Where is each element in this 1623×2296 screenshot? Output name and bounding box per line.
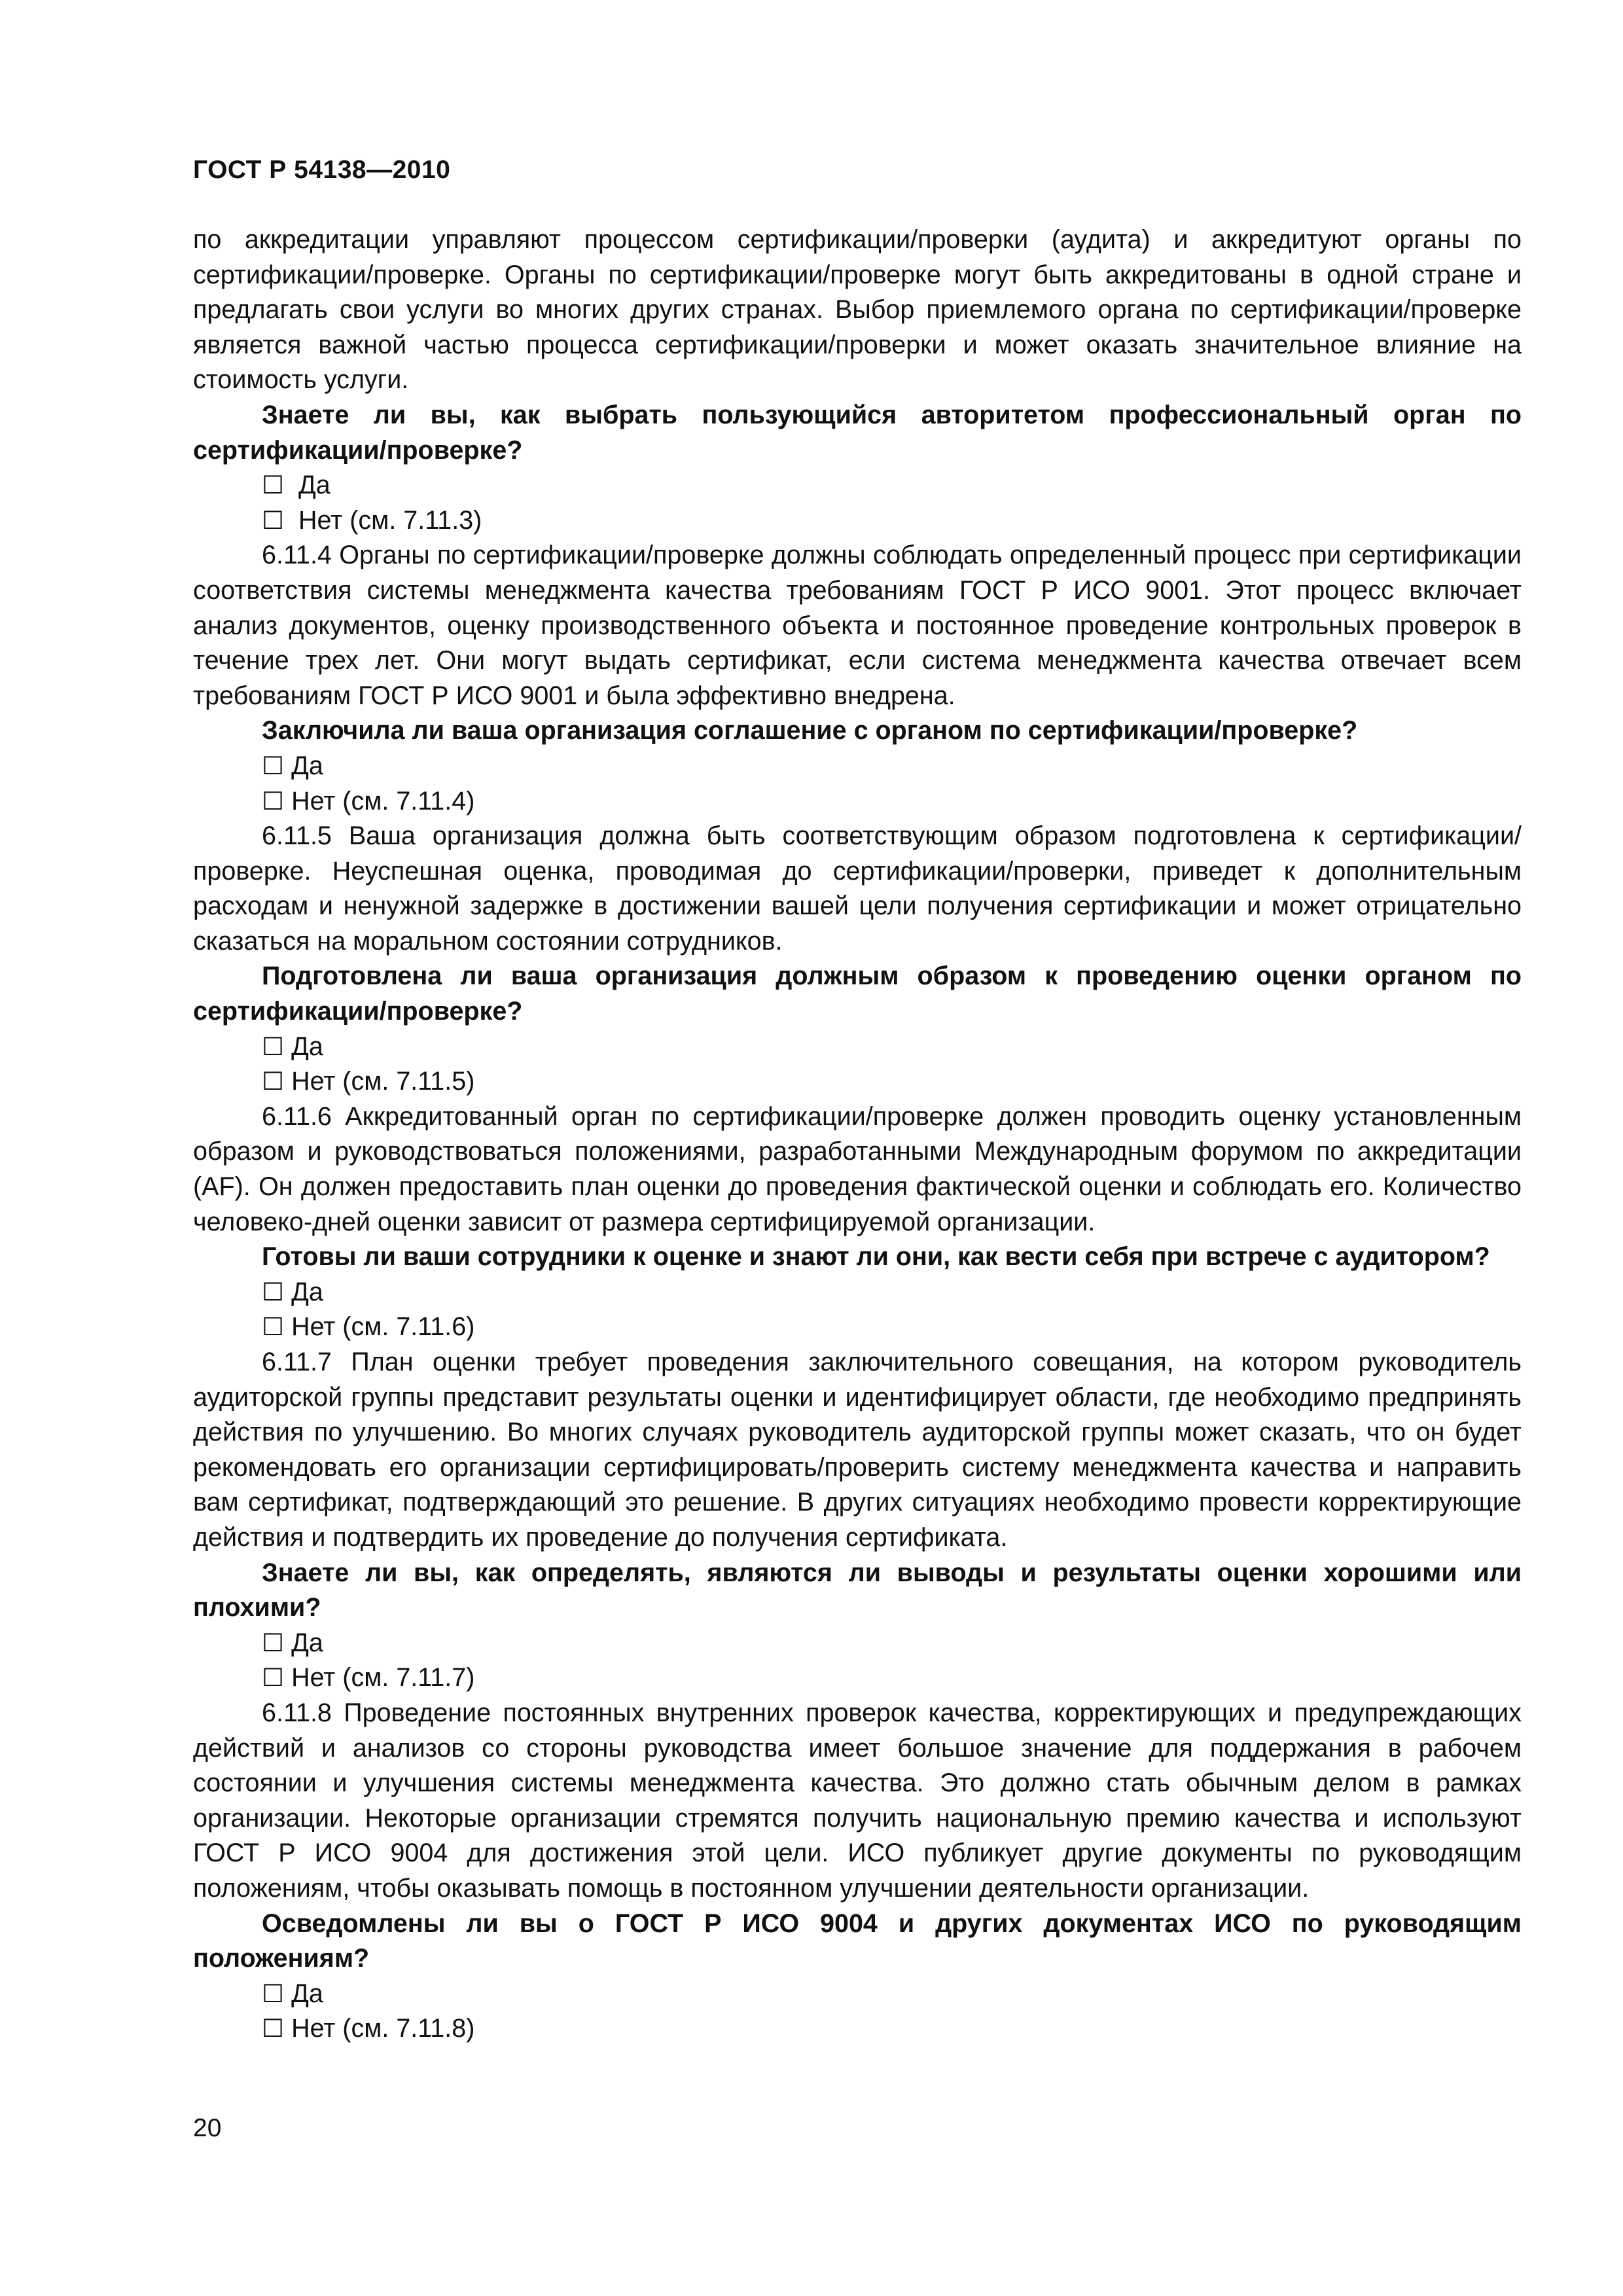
page-number: 20 [193,2114,222,2142]
answer-label: Нет (см. 7.11.3) [298,505,482,535]
standard-header: ГОСТ Р 54138—2010 [193,156,451,184]
answer-label: Да [291,1628,323,1657]
question-3: Подготовлена ли ваша организация должным образом к проведению оценки органом по сертификации/проверке? [193,961,1522,1026]
answer-yes-4[interactable] [193,1275,1522,1310]
paragraph-6-11-5: 6.11.5 Ваша организация должна быть соответствующим образом подготовлена к сертификации/проверке. Неуспешная оценка, проводимая до сертификации/проверки, приведет к дополнительным расходам и ненужной задержке в достижении вашей цели получения сертификации и может отрицательно сказаться на моральном состоянии сотрудников. [193,821,1522,956]
question-5: Знаете ли вы, как определять, являются ли выводы и результаты оценки хорошими или плохими? [193,1558,1522,1623]
answer-no-1[interactable] [193,503,1522,539]
answer-no-5[interactable] [193,1660,1522,1696]
question-4: Готовы ли ваши сотрудники к оценке и знают ли они, как вести себя при встрече с аудитором? [262,1242,1490,1272]
checkbox-icon[interactable]: ☐ [262,1312,285,1342]
answer-yes-2[interactable] [193,749,1522,784]
answer-no-4[interactable] [193,1310,1522,1345]
answer-no-6[interactable] [193,2011,1522,2047]
answer-label: Нет (см. 7.11.7) [291,1663,475,1693]
answer-label: Нет (см. 7.11.6) [291,1312,475,1342]
answer-no-3[interactable] [193,1064,1522,1100]
checkbox-icon[interactable]: ☐ [262,1628,285,1657]
question-2: Заключила ли ваша организация соглашение с органом по сертификации/проверке? [262,716,1358,745]
answer-label: Нет (см. 7.11.5) [291,1067,475,1096]
checkbox-icon[interactable]: ☐ [262,471,285,500]
answer-yes-1[interactable] [193,468,1522,503]
checkbox-icon[interactable]: ☐ [262,1663,285,1693]
answer-yes-5[interactable] [193,1626,1522,1661]
checkbox-icon[interactable]: ☐ [262,1277,285,1306]
answer-label: Да [291,1979,323,2008]
question-1: Знаете ли вы, как выбрать пользующийся авторитетом профессиональный орган по сертификации/проверке? [193,400,1522,465]
checkbox-icon[interactable]: ☐ [262,1031,285,1061]
answer-label: Да [291,1031,323,1061]
answer-label: Нет (см. 7.11.8) [291,2014,475,2043]
answer-no-2[interactable] [193,784,1522,819]
paragraph-6-11-4: 6.11.4 Органы по сертификации/проверке должны соблюдать определенный процесс при сертификации соответствия системы менеджмента качества требованиям ГОСТ Р ИСО 9001. Этот процесс включает анализ документов, оценку производственного объекта и постоянное проведение контрольных проверок в течение трех лет. Они могут выдать сертификат, если система менеджмента качества отвечает всем требованиям ГОСТ Р ИСО 9001 и была эффективно внедрена. [193,541,1522,710]
checkbox-icon[interactable]: ☐ [262,2014,285,2043]
paragraph-6-11-7: 6.11.7 План оценки требует проведения заключительного совещания, на котором руководитель аудиторской группы представит результаты оценки и идентифицирует области, где необходимо предпринять действия по улучшению. Во многих случаях руководитель аудиторской группы может сказать, что он будет рекомендовать его организации сертифицировать/проверить систему менеджмента качества и направить вам сертификат, подтверждающий это решение. В других ситуациях необходимо провести корректирующие действия и подтвердить их проведение до получения сертификата. [193,1348,1522,1552]
answer-yes-3[interactable] [193,1030,1522,1065]
answer-label: Нет (см. 7.11.4) [291,786,475,816]
checkbox-icon[interactable]: ☐ [262,1979,285,2008]
paragraph-6-11-6: 6.11.6 Аккредитованный орган по сертификации/проверке должен проводить оценку установленным образом и руководствоваться положениями, разработанными Международным форумом по аккредитации (AF). Он должен предоставить план оценки до проведения фактической оценки и соблюдать его. Количество человеко-дней оценки зависит от размера сертифицируемой организации. [193,1102,1522,1236]
checkbox-icon[interactable]: ☐ [262,786,285,816]
document-body [193,223,1522,2047]
checkbox-icon[interactable]: ☐ [262,1067,285,1096]
answer-label: Да [291,751,323,780]
answer-yes-6[interactable] [193,1977,1522,2012]
question-6: Осведомлены ли вы о ГОСТ Р ИСО 9004 и других документах ИСО по руководящим положениям? [193,1909,1522,1973]
paragraph-6-11-8: 6.11.8 Проведение постоянных внутренних проверок качества, корректирующих и предупреждающих действий и анализов со стороны руководства имеет большое значение для поддержания в рабочем состоянии и улучшения системы менеджмента качества. Это должно стать обычным делом в рамках организации. Некоторые организации стремятся получить национальную премию качества и используют ГОСТ Р ИСО 9004 для достижения этой цели. ИСО публикует другие документы по руководящим положениям, чтобы оказывать помощь в постоянном улучшении деятельности организации. [193,1698,1522,1903]
answer-label: Да [298,471,330,500]
checkbox-icon[interactable]: ☐ [262,505,285,535]
paragraph-intro: по аккредитации управляют процессом сертификации/проверки (аудита) и аккредитуют органы по сертификации/проверке. Органы по сертификации/проверке могут быть аккредитованы в одной стране и предлагать свои услуги во многих других странах. Выбор приемлемого органа по сертификации/проверке является важной частью процесса сертификации/проверки и может оказать значительное влияние на стоимость услуги. [193,225,1522,395]
answer-label: Да [291,1277,323,1306]
checkbox-icon[interactable]: ☐ [262,751,285,780]
